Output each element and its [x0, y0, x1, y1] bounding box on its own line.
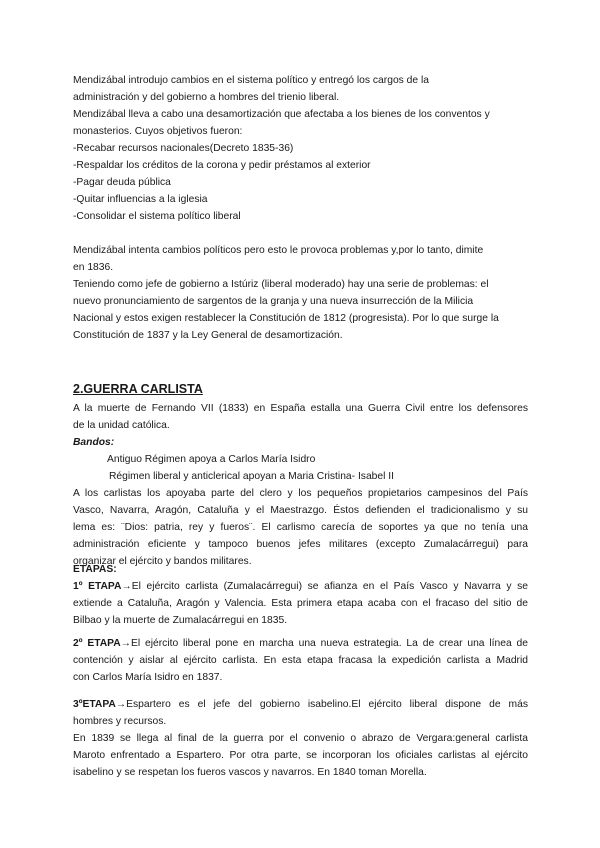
text-line: Mendizábal introdujo cambios en el sistema político y entregó los cargos de la [73, 75, 430, 86]
paragraph-mendizabal-resignation [73, 242, 528, 344]
list-item: -Quitar influencias a la iglesia [73, 194, 208, 205]
bando-item: Régimen liberal y anticlerical apoyan a Maria Cristina- Isabel II [109, 471, 395, 482]
paragraph-mendizabal-reforms [73, 72, 528, 225]
text-line: extiende a Cataluña, Aragón y Valencia. Esta primera etapa acaba con el fracaso del sitio de [73, 598, 528, 609]
bando-item: Antiguo Régimen apoya a Carlos María Isidro [107, 454, 316, 465]
text-line: de la unidad católica. [73, 420, 170, 431]
text-line: administración y del gobierno a hombres del trienio liberal. [73, 92, 340, 103]
text-line: con Carlos María Isidro en 1837. [73, 672, 223, 683]
text-line: monasterios. Cuyos objetivos fueron: [73, 126, 243, 137]
text-line: nuevo pronunciamiento de sargentos de la granja y una nueva insurrección de la Milicia [73, 296, 474, 307]
text-line: isabelino y se respetan los fueros vascos y navarros. En 1840 toman Morella. [73, 767, 427, 778]
etapa-3-line [73, 696, 528, 713]
text-line: En 1839 se llega al final de la guerra por el convenio o abrazo de Vergara:general carlista [73, 733, 528, 744]
etapa-3-text: →Espartero es el jefe del gobierno isabelino.El ejército liberal dispone de más [115, 699, 528, 710]
etapa-1-text: →El ejército carlista (Zumalacárregui) se afianza en el País Vasco y Navarra y se [121, 581, 528, 592]
text-line: contención y aislar al ejército carlista. En esta etapa fracasa la expedición carlista a Madrid [73, 655, 528, 666]
list-item: -Pagar deuda pública [73, 177, 171, 188]
etapa-2-line [73, 635, 528, 652]
etapa-1-label: 1º ETAPA [73, 581, 122, 592]
etapa-2-paragraph [73, 635, 528, 686]
text-line: A la muerte de Fernando VII (1833) en España estalla una Guerra Civil entre los defensores [73, 403, 528, 414]
etapas-label: ETAPAS: [73, 564, 117, 575]
text-line: administración eficiente y tampoco buenos jefes militares (excepto Zumalacárregui) para [73, 539, 528, 550]
text-line: Teniendo como jefe de gobierno a Istúriz (liberal moderado) hay una serie de problemas: el [73, 279, 489, 290]
text-line: Nacional y estos exigen restablecer la Constitución de 1812 (progresista). Por lo que surge la [73, 313, 499, 324]
text-line: Mendizábal lleva a cabo una desamortización que afectaba a los bienes de los conventos y [73, 109, 490, 120]
etapa-3-paragraph [73, 696, 528, 781]
text-line: hombres y recursos. [73, 716, 167, 727]
etapa-2-label: 2º ETAPA [73, 638, 121, 649]
bandos-label: Bandos: [73, 437, 115, 448]
text-line: Bilbao y la muerte de Zumalacárregui en 1835. [73, 615, 288, 626]
paragraph-carlist-war-intro [73, 400, 528, 570]
etapa-2-text: →El ejército liberal pone en marcha una nueva estrategia. La de crear una línea de [120, 638, 528, 649]
etapa-1-line [73, 578, 528, 595]
list-item: -Recabar recursos nacionales(Decreto 1835-36) [73, 143, 294, 154]
text-line: Vasco, Navarra, Aragón, Cataluña y el Maestrazgo. Éstos defienden el tradicionalismo y su [73, 505, 528, 516]
text-line: Maroto enfrentado a Espartero. Por otra parte, se incorporan los oficiales carlistas al ejército [73, 750, 528, 761]
text-line: organizar el ejército y bandos militares. [73, 556, 252, 567]
list-item: -Consolidar el sistema político liberal [73, 211, 241, 222]
etapas-section [73, 561, 528, 629]
text-line: lema es: ¨Dios: patria, rey y fueros¨. El carlismo carecía de soportes ya que no tenía una [73, 522, 528, 533]
text-line: A los carlistas los apoyaba parte del clero y los pequeños propietarios campesinos del País [73, 488, 528, 499]
text-line: en 1836. [73, 262, 114, 273]
text-line: Mendizábal intenta cambios políticos pero esto le provoca problemas y,por lo tanto, dimite [73, 245, 484, 256]
list-item: -Respaldar los créditos de la corona y pedir préstamos al exterior [73, 160, 371, 171]
section-title: 2.GUERRA CARLISTA [73, 382, 203, 396]
etapa-3-label: 3ºETAPA [73, 699, 116, 710]
text-line: Constitución de 1837 y la Ley General de desamortización. [73, 330, 343, 341]
